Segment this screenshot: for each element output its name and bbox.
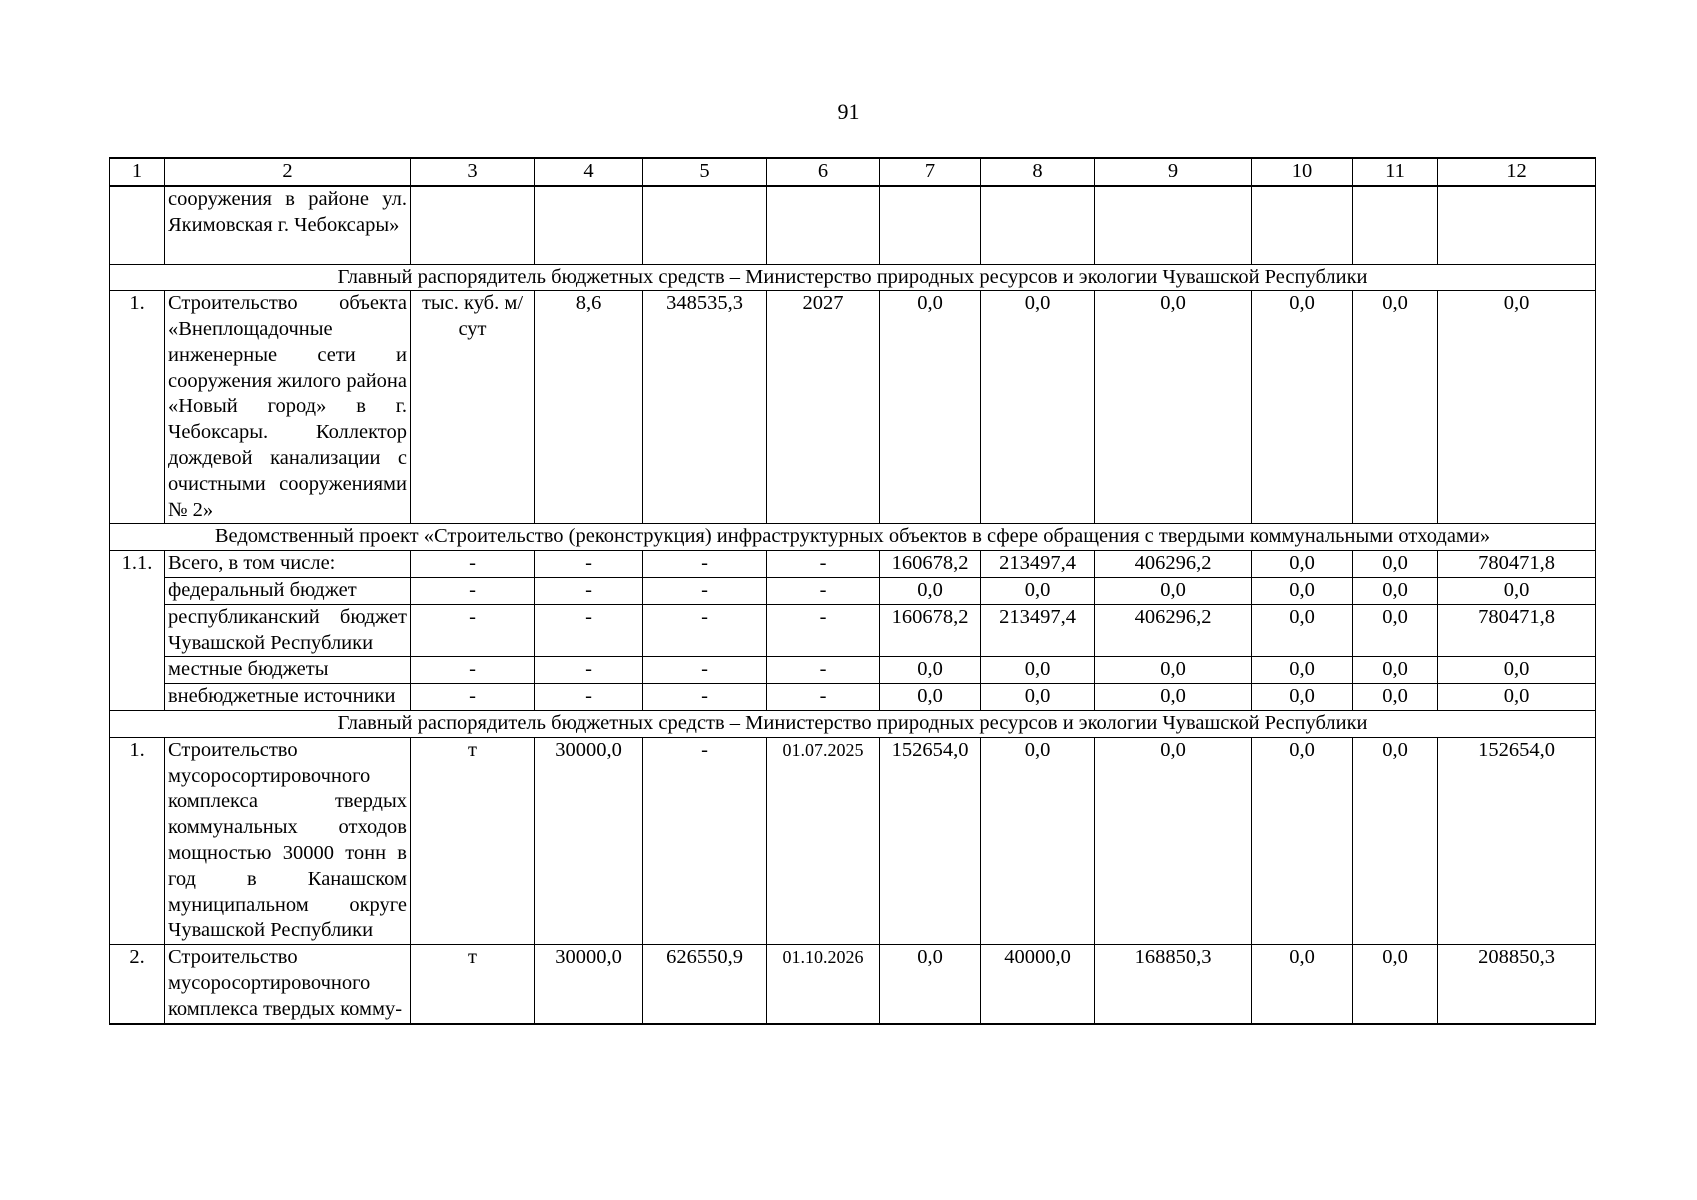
table-cell	[535, 186, 643, 264]
table-cell	[1438, 186, 1596, 264]
table-cell: 0,0	[1252, 551, 1353, 578]
table-cell: 0,0	[1095, 737, 1252, 944]
column-header: 2	[165, 158, 411, 186]
table-cell: 0,0	[1353, 551, 1438, 578]
table-cell	[981, 186, 1095, 264]
table-cell: 780471,8	[1438, 604, 1596, 657]
table-cell	[1252, 186, 1353, 264]
table-cell: -	[643, 604, 767, 657]
table-cell: -	[411, 604, 535, 657]
table-cell: -	[535, 551, 643, 578]
table-cell: 0,0	[1353, 657, 1438, 684]
table-cell: 0,0	[981, 737, 1095, 944]
table-cell: -	[643, 578, 767, 605]
table-cell: 160678,2	[880, 604, 981, 657]
table-cell: -	[767, 578, 880, 605]
row-number: 1.	[110, 737, 165, 944]
date-cell: 01.10.2026	[767, 945, 880, 1024]
table-cell: 30000,0	[535, 737, 643, 944]
table-cell: 0,0	[981, 578, 1095, 605]
table-cell: 0,0	[1353, 604, 1438, 657]
date-cell: 01.07.2025	[767, 737, 880, 944]
table-cell: 0,0	[880, 657, 981, 684]
table-cell: 0,0	[1353, 684, 1438, 711]
table-row	[110, 945, 1596, 1024]
table-cell: 0,0	[880, 945, 981, 1024]
table-cell: -	[411, 684, 535, 711]
column-header: 10	[1252, 158, 1353, 186]
table-cell: 0,0	[880, 578, 981, 605]
column-header: 6	[767, 158, 880, 186]
table-cell: -	[535, 684, 643, 711]
table-cell: 0,0	[1252, 684, 1353, 711]
table-cell: 168850,3	[1095, 945, 1252, 1024]
table-cell: 0,0	[1252, 945, 1353, 1024]
section-heading: Главный распорядитель бюджетных средств – Министерство природных ресурсов и экологии Чувашской Республики	[110, 264, 1596, 291]
column-header: 3	[411, 158, 535, 186]
table-cell: 0,0	[1095, 657, 1252, 684]
table-cell: 0,0	[1252, 578, 1353, 605]
column-number-row	[110, 158, 1596, 186]
table-cell: -	[643, 737, 767, 944]
unit-cell: тыс. куб. м/сут	[411, 291, 535, 524]
table-row	[110, 578, 1596, 605]
table-cell: 0,0	[1252, 291, 1353, 524]
unit-cell: т	[411, 945, 535, 1024]
column-header: 8	[981, 158, 1095, 186]
table-cell: 0,0	[981, 291, 1095, 524]
table-cell: 152654,0	[880, 737, 981, 944]
table-cell: -	[535, 578, 643, 605]
table-cell	[880, 186, 981, 264]
table-cell: -	[643, 684, 767, 711]
table-cell: -	[767, 657, 880, 684]
table-cell: 160678,2	[880, 551, 981, 578]
table-cell: -	[411, 578, 535, 605]
table-cell: 0,0	[1353, 291, 1438, 524]
table-cell: 0,0	[1353, 945, 1438, 1024]
item-description: Всего, в том числе:	[165, 551, 411, 578]
column-header: 5	[643, 158, 767, 186]
column-header: 11	[1353, 158, 1438, 186]
table-cell: 0,0	[1353, 578, 1438, 605]
budget-table	[109, 157, 1596, 1025]
table-cell: 0,0	[880, 684, 981, 711]
table-cell: 0,0	[981, 657, 1095, 684]
table-cell: -	[535, 604, 643, 657]
table-cell: 0,0	[880, 291, 981, 524]
item-description: Строительство мусоросортировочного комплекса твердых коммунальных отходов мощностью 30000 тонн в год в Канашском муниципальном округе Чувашской Республики	[165, 737, 411, 944]
table-row	[110, 291, 1596, 524]
table-cell	[411, 186, 535, 264]
item-description: республиканский бюджет Чувашской Республики	[165, 604, 411, 657]
table-cell: 406296,2	[1095, 604, 1252, 657]
table-cell: 2027	[767, 291, 880, 524]
table-cell	[643, 186, 767, 264]
section-row	[110, 264, 1596, 291]
row-number: 2.	[110, 945, 165, 1024]
table-cell: -	[411, 657, 535, 684]
table-cell: -	[535, 657, 643, 684]
table-cell: -	[643, 551, 767, 578]
table-row	[110, 684, 1596, 711]
table-row	[110, 737, 1596, 944]
column-header: 9	[1095, 158, 1252, 186]
table-cell: 0,0	[981, 684, 1095, 711]
table-cell	[1353, 186, 1438, 264]
row-number: 1.1.	[110, 551, 165, 711]
column-header: 7	[880, 158, 981, 186]
section-row	[110, 711, 1596, 738]
table-cell: 626550,9	[643, 945, 767, 1024]
table-cell: 0,0	[1438, 684, 1596, 711]
table-cell: 0,0	[1095, 291, 1252, 524]
table-cell: 0,0	[1252, 737, 1353, 944]
column-header: 12	[1438, 158, 1596, 186]
item-description: федеральный бюджет	[165, 578, 411, 605]
table-cell	[767, 186, 880, 264]
section-heading: Главный распорядитель бюджетных средств – Министерство природных ресурсов и экологии Чувашской Республики	[110, 711, 1596, 738]
row-number	[110, 186, 165, 264]
column-header: 4	[535, 158, 643, 186]
item-description: Строительство объекта «Внеплощадочные инженерные сети и сооружения жилого района «Новый город» в г. Чебоксары. Коллектор дождевой канализации с очистными сооружениями № 2»	[165, 291, 411, 524]
table-cell: 40000,0	[981, 945, 1095, 1024]
table-cell: 0,0	[1252, 657, 1353, 684]
table-cell: 0,0	[1095, 684, 1252, 711]
table-cell: 0,0	[1095, 578, 1252, 605]
table-cell: 0,0	[1438, 657, 1596, 684]
page-number: 91	[837, 99, 860, 124]
table-cell: 406296,2	[1095, 551, 1252, 578]
table-cell: 780471,8	[1438, 551, 1596, 578]
table-cell: 152654,0	[1438, 737, 1596, 944]
table-cell: 0,0	[1252, 604, 1353, 657]
column-header: 1	[110, 158, 165, 186]
table-cell: 0,0	[1438, 291, 1596, 524]
table-cell: 0,0	[1438, 578, 1596, 605]
item-description: Строительство мусоросортировочного комплекса твердых комму-	[165, 945, 411, 1024]
table-cell: -	[411, 551, 535, 578]
item-description: сооружения в районе ул. Якимовская г. Чебоксары»	[165, 186, 411, 264]
table-row	[110, 657, 1596, 684]
table-cell: 213497,4	[981, 604, 1095, 657]
section-row	[110, 524, 1596, 551]
table-cell: 30000,0	[535, 945, 643, 1024]
section-heading: Ведомственный проект «Строительство (реконструкция) инфраструктурных объектов в сфере обращения с твердыми коммунальными отходами»	[110, 524, 1596, 551]
table-cell: 208850,3	[1438, 945, 1596, 1024]
row-number: 1.	[110, 291, 165, 524]
table-cell: 8,6	[535, 291, 643, 524]
table-row	[110, 186, 1596, 264]
table-cell: 0,0	[1353, 737, 1438, 944]
table-cell: 213497,4	[981, 551, 1095, 578]
table-cell: -	[767, 684, 880, 711]
table-row	[110, 604, 1596, 657]
table-cell	[1095, 186, 1252, 264]
unit-cell: т	[411, 737, 535, 944]
table-row	[110, 551, 1596, 578]
table-cell: -	[767, 604, 880, 657]
item-description: местные бюджеты	[165, 657, 411, 684]
item-description: внебюджетные источники	[165, 684, 411, 711]
table-cell: -	[643, 657, 767, 684]
table-cell: 348535,3	[643, 291, 767, 524]
table-cell: -	[767, 551, 880, 578]
